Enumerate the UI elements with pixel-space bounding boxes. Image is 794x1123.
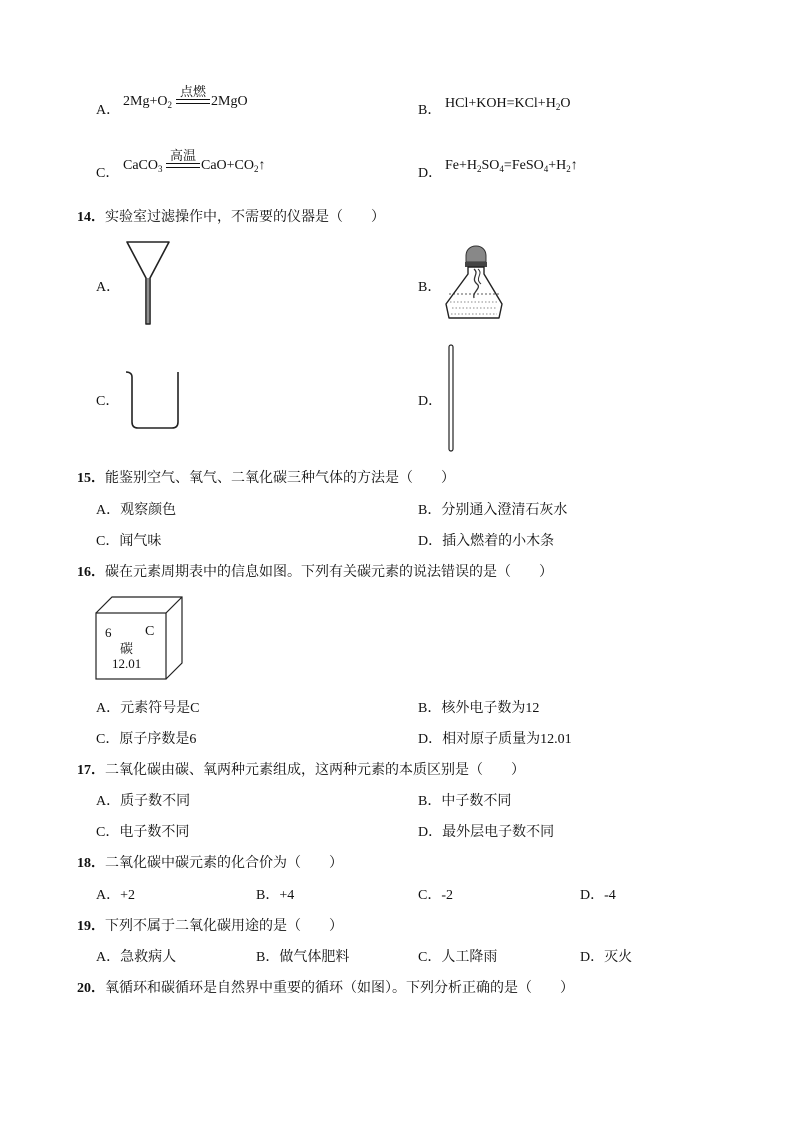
element-symbol: C (145, 624, 155, 639)
question-19 (77, 915, 343, 935)
question-14 (77, 206, 385, 226)
atomic-number: 6 (105, 625, 112, 640)
equation: $HCl+KOH=KCl+H_2O$ (445, 96, 571, 112)
equation: $Fe+H_2SO_4=FeSO_4+H_2↑$ (445, 158, 578, 174)
question-number: 14． (77, 210, 105, 225)
question-16 (77, 561, 553, 581)
question-number: 15． (77, 471, 105, 486)
equals-sign (166, 163, 200, 168)
q19-option-b[interactable]: B．做气体肥料 (256, 950, 350, 965)
option-label: B． (418, 280, 442, 295)
question-number: 19． (77, 919, 105, 934)
q17-option-b[interactable]: B．中子数不同 (418, 794, 512, 809)
q18-option-a[interactable]: A．+2 (96, 888, 136, 903)
gas-arrow: ↑ (570, 158, 578, 173)
q16-option-a[interactable]: A．元素符号是C (96, 701, 200, 716)
option-label: A． (96, 103, 121, 118)
q15-option-b[interactable]: B．分别通入澄清石灰水 (418, 503, 568, 518)
question-18 (77, 852, 343, 872)
question-number: 17． (77, 763, 105, 778)
question-15 (77, 467, 455, 487)
q19-option-a[interactable]: A．急救病人 (96, 950, 177, 965)
q18-option-c[interactable]: C．-2 (418, 888, 453, 903)
q17-option-a[interactable]: A．质子数不同 (96, 794, 191, 809)
question-text: 氧循环和碳循环是自然界中重要的循环（如图）。下列分析正确的是（ ） (105, 980, 574, 996)
q19-option-d[interactable]: D．灭火 (580, 950, 633, 965)
equation-products: 2MgO (211, 94, 248, 109)
equation-reactants: CaCO$_3$ (123, 158, 163, 174)
q15-option-a[interactable]: A．观察颜色 (96, 503, 177, 518)
beaker-icon (124, 368, 180, 430)
question-17 (77, 759, 525, 779)
q18-option-b[interactable]: B．+4 (256, 888, 295, 903)
q15-option-d[interactable]: D．插入燃着的小木条 (418, 534, 555, 549)
option-label: C． (96, 394, 120, 409)
reaction-condition: 高温 (169, 149, 196, 164)
question-text: 二氧化碳中碳元素的化合价为（ ） (105, 855, 343, 871)
alcohol-lamp-icon (444, 244, 504, 322)
question-number: 18． (77, 856, 105, 871)
q17-option-d[interactable]: D．最外层电子数不同 (418, 825, 555, 840)
q17-option-c[interactable]: C．电子数不同 (96, 825, 190, 840)
question-text: 能鉴别空气、氧气、二氧化碳三种气体的方法是（ ） (105, 470, 455, 486)
q16-option-b[interactable]: B．核外电子数为12 (418, 701, 540, 716)
option-label: D． (418, 166, 443, 181)
gas-arrow: ↑ (258, 158, 266, 173)
question-number: 20． (77, 981, 105, 996)
option-label: B． (418, 103, 442, 118)
option-label: A． (96, 280, 121, 295)
q16-option-c[interactable]: C．原子序数是6 (96, 732, 197, 747)
equals-sign (176, 99, 210, 104)
q16-option-d[interactable]: D．相对原子质量为12.01 (418, 732, 572, 747)
question-20 (77, 977, 574, 997)
q19-option-c[interactable]: C．人工降雨 (418, 950, 498, 965)
element-name: 碳 (120, 642, 134, 657)
question-text: 实验室过滤操作中，不需要的仪器是（ ） (105, 209, 385, 225)
q18-option-d[interactable]: D．-4 (580, 888, 616, 903)
reaction-condition: 点燃 (179, 85, 206, 100)
question-text: 二氧化碳由碳、氧两种元素组成，这两种元素的本质区别是（ ） (105, 762, 525, 778)
question-text: 下列不属于二氧化碳用途的是（ ） (105, 918, 343, 934)
question-text: 碳在元素周期表中的信息如图。下列有关碳元素的说法错误的是（ ） (105, 564, 553, 580)
equation-products: $CaO+CO_2↑$ (201, 158, 266, 174)
equation-reactants: $2Mg+O_2$ (123, 94, 172, 110)
question-number: 16． (77, 565, 105, 580)
funnel-icon (125, 240, 171, 328)
q15-option-c[interactable]: C．闻气味 (96, 534, 162, 549)
option-label: C． (96, 166, 120, 181)
option-label: D． (418, 394, 443, 409)
glass-rod-icon (447, 344, 455, 452)
atomic-mass: 12.01 (112, 656, 142, 671)
